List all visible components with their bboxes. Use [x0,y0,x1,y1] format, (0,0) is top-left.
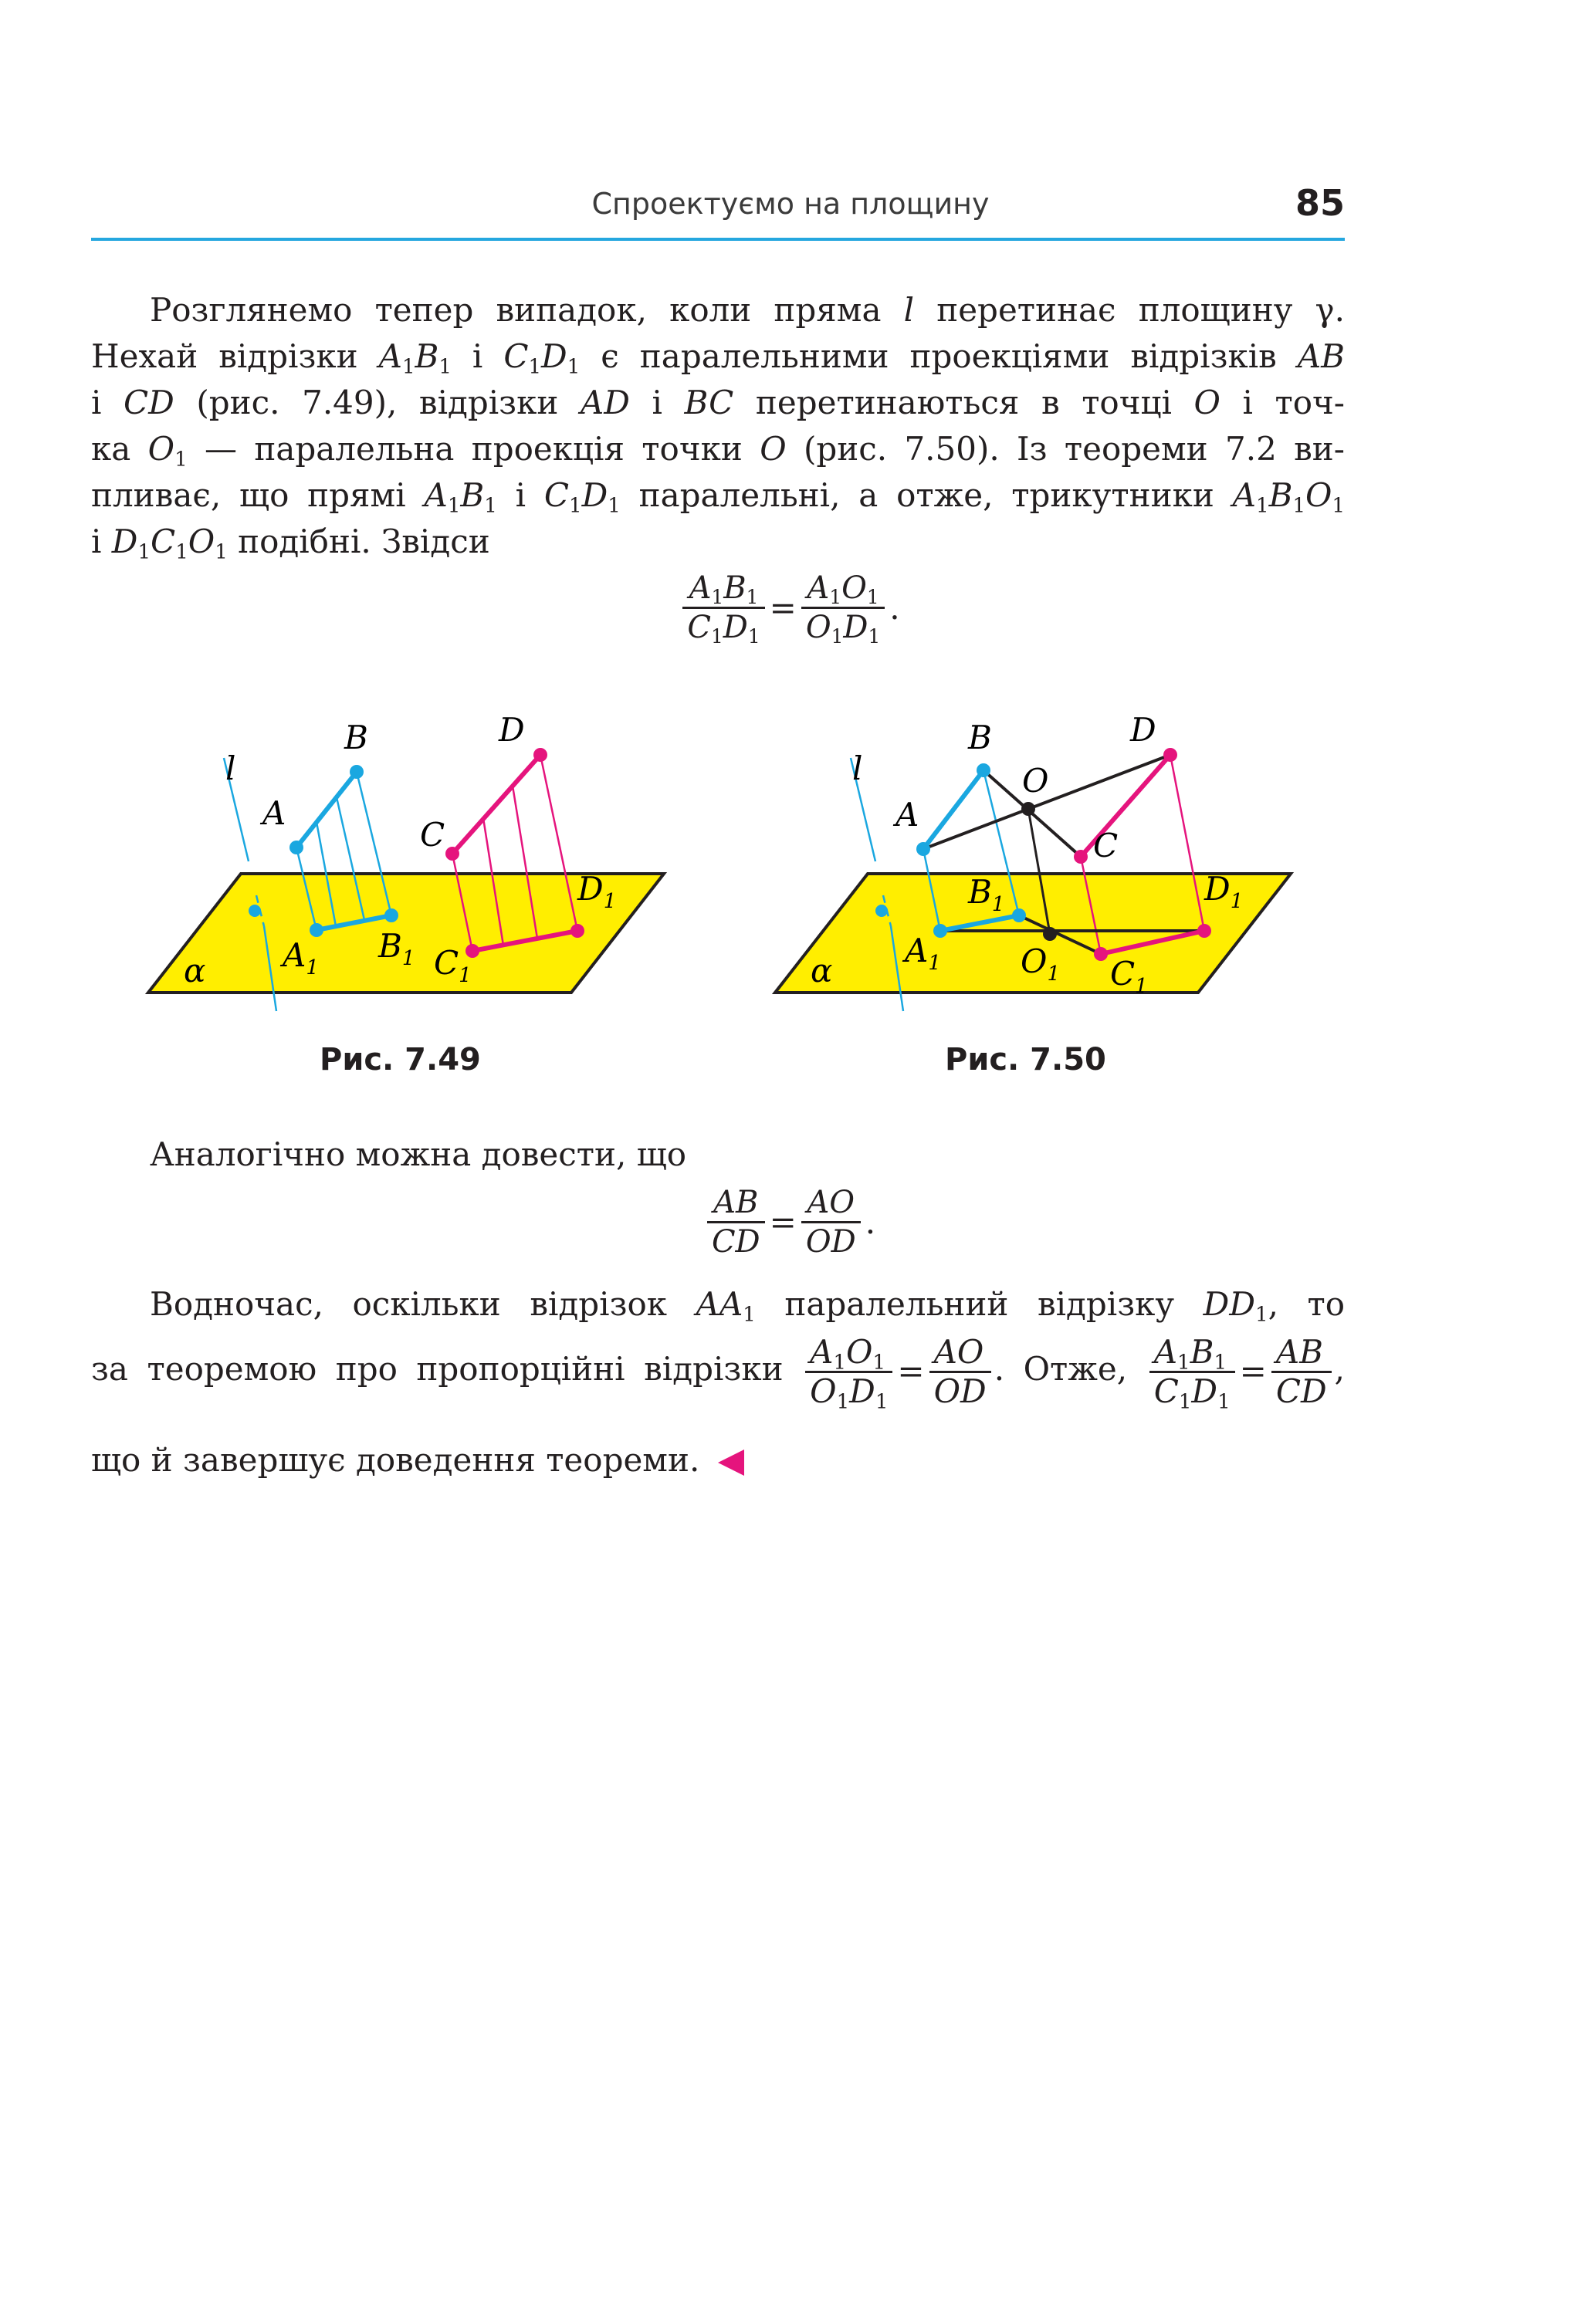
fraction: $\frac{A_1O_1}{O_1D_1}$ [801,570,885,646]
label-alpha: α [184,952,206,989]
point-O1 [1043,927,1057,941]
point-D1 [1197,924,1211,938]
paragraph-line: ка $O_1$ — паралельна проекція точки O (рис. 7.50). Із теореми 7.2 ви- [91,430,1345,472]
label-C1: $C_1$ [1110,955,1148,998]
label-O1: $O_1$ [1021,942,1060,986]
formula-ratio-2: $\frac{AB}{CD}$ = $\frac{AO}{OD}$ . [0,1184,1581,1260]
fraction: $\frac{AB}{CD}$ [1271,1334,1332,1410]
segment-CD [452,755,540,854]
paragraph-intro [91,287,1345,565]
point-A1 [933,924,947,938]
label-B: B [968,719,992,756]
label-A1: $A_1$ [905,932,941,975]
label-A: A [262,794,286,832]
paragraph-line: Водночас, оскільки відрізок $AA_1$ паралельний відрізку $DD_1$, то [150,1285,1345,1327]
paragraph-line: за теоремою про пропорційні відрізки $\frac{A_1O_1}{O_1D_1}$ = $\frac{AO}{OD}$ . Отже, $\frac{A_1B_1}{C_1D_1}$ = $\frac{AB}{CD}$ , [91,1332,1346,1413]
fraction: $\frac{A_1B_1}{C_1D_1}$ [682,570,764,646]
paragraph-line: що й завершує доведення теореми. [91,1437,1345,1483]
point-A1 [310,923,323,937]
label-B: B [344,719,368,756]
fraction: $\frac{AO}{OD}$ [801,1184,861,1260]
paragraph-analog [91,1132,1345,1178]
caption-fig-7-50: Рис. 7.50 [945,1042,1106,1077]
segment-AB [296,772,357,847]
page-number: 85 [1295,182,1345,224]
point-A [916,842,930,856]
label-l: l [225,749,236,787]
point-D1 [570,924,584,938]
point-C1 [465,944,479,958]
label-A: A [895,796,919,834]
figure-7-50 [766,710,1306,1034]
paragraph-conclusion-formula-line [91,1331,1346,1413]
point-C [1074,850,1088,864]
point-B [977,763,990,777]
formula-ratio-1: $\frac{A_1B_1}{C_1D_1}$ = $\frac{A_1O_1}{O_1D_1}$ . [0,570,1581,646]
label-C: C [420,816,445,854]
label-D1: $D_1$ [577,870,617,913]
point-l [249,905,261,917]
point-D [1163,748,1177,762]
point-B1 [384,908,398,922]
label-l: l [852,749,863,787]
fraction: $\frac{AB}{CD}$ [707,1184,765,1260]
label-C: C [1093,827,1119,864]
label-O: O [1022,762,1049,800]
paragraph-line: Аналогічно можна довести, що [150,1135,687,1173]
label-D: D [499,711,525,749]
point-C [445,847,459,861]
caption-fig-7-49: Рис. 7.49 [320,1042,481,1077]
end-of-proof-icon [718,1450,744,1476]
label-alpha: α [811,952,833,989]
fraction: $\frac{AO}{OD}$ [929,1334,991,1410]
fraction: $\frac{A_1B_1}{C_1D_1}$ [1149,1334,1235,1410]
paragraph-line: пливає, що прямі $A_1B_1$ і $C_1D_1$ паралельні, а отже, трикутники $A_1B_1O_1$ [91,476,1345,518]
label-A1: $A_1$ [283,936,319,979]
fraction: $\frac{A_1O_1}{O_1D_1}$ [805,1334,892,1410]
label-C1: $C_1$ [434,944,472,987]
point-D [533,748,547,762]
label-B1: $B_1$ [378,927,415,970]
running-header-title: Спроектуємо на площину [591,187,990,221]
paragraph-line: і CD (рис. 7.49), відрізки AD і BC перетинаються в точці O і точ- [91,384,1345,421]
figure-7-49 [139,710,679,1034]
paragraph-line: і $D_1C_1O_1$ подібні. Звідси [91,523,490,564]
point-l [875,905,888,917]
paragraph-conclusion-end [91,1437,1345,1483]
label-B1: $B_1$ [968,873,1005,916]
point-C1 [1094,947,1108,961]
point-B1 [1012,908,1026,922]
header-rule [91,238,1345,241]
paragraph-conclusion [91,1281,1345,1328]
label-D1: $D_1$ [1204,870,1244,913]
paragraph-line: Розглянемо тепер випадок, коли пряма l перетинає площину γ. [150,291,1345,329]
point-O [1021,802,1035,816]
point-A [289,841,303,854]
paragraph-line: Нехай відрізки $A_1B_1$ і $C_1D_1$ є паралельними проекціями відрізків AB [91,337,1346,379]
label-D: D [1130,711,1156,749]
point-B [350,765,364,779]
